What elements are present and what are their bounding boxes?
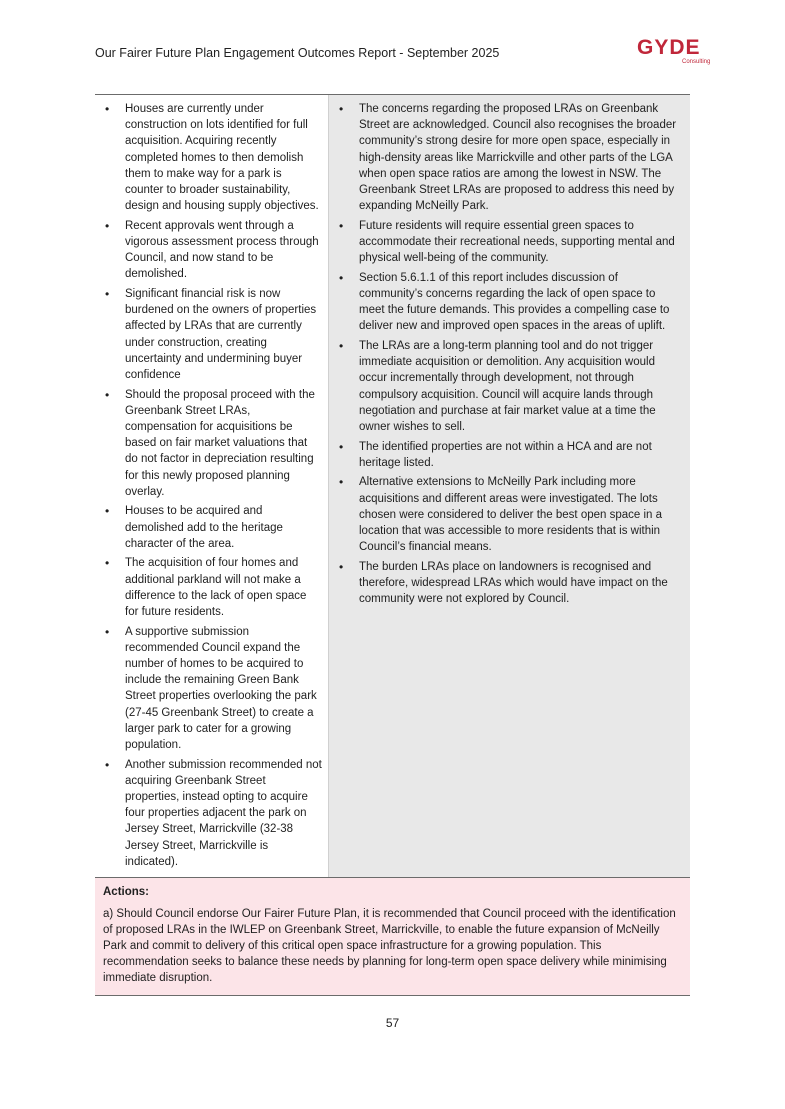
response-list <box>335 101 684 607</box>
list-item: • Houses are currently under construction on lots identified for full acquisition. Acquiring recently completed homes to then demolish them to make way for a park is counter to broader sustainability, design and housing supply objectives. <box>101 101 322 214</box>
list-item: • Houses to be acquired and demolished add to the heritage character of the area. <box>101 503 322 552</box>
page-number: 57 <box>385 1016 400 1030</box>
gyde-logo <box>637 36 727 65</box>
list-item: • The identified properties are not within a HCA and are not heritage listed. <box>335 439 684 471</box>
list-item: • Future residents will require essential green spaces to accommodate their recreational needs, supporting mental and physical well-being of the community. <box>335 218 684 267</box>
logo-subtitle: Consulting <box>682 59 711 65</box>
actions-heading: Actions: <box>103 886 149 899</box>
actions-box <box>95 877 690 995</box>
page-header-title: Our Fairer Future Plan Engagement Outcomes Report - September 2025 <box>95 46 500 60</box>
table-row <box>95 95 690 877</box>
council-response-column <box>328 95 690 877</box>
list-item: • Another submission recommended not acquiring Greenbank Street properties, instead opting to acquire four properties adjacent the park on Jersey Street, Marrickville (32-38 Jersey Street, Marrickville is indicated). <box>101 757 322 870</box>
list-item: • Should the proposal proceed with the Greenbank Street LRAs, compensation for acquisitions be based on fair market valuations that do not factor in depreciation resulting for this newly proposed planning overlay. <box>101 387 322 500</box>
logo-wordmark: GYDE <box>637 36 701 59</box>
actions-text: a) Should Council endorse Our Fairer Future Plan, it is recommended that Council proceed with the identification of proposed LRAs in the IWLEP on Greenbank Street, Marrickville, to enable the future expansion of McNeilly Park and commit to delivery of this critical open space infrastructure for a growing population. This recommendation seeks to balance these needs by planning for long-term open space delivery while minimising immediate disruption. <box>103 907 676 985</box>
list-item: • A supportive submission recommended Council expand the number of homes to be acquired to include the remaining Green Bank Street properties overlooking the park (27-45 Greenbank Street) to create a larger park to cater for a growing population. <box>101 624 322 754</box>
list-item: • Alternative extensions to McNeilly Park including more acquisitions and different areas were investigated. The lots chosen were considered to deliver the best open space in a location that was accessible to more residents that is within Council’s financial means. <box>335 474 684 555</box>
list-item: • The acquisition of four homes and additional parkland will not make a difference to the lack of open space for future residents. <box>101 555 322 620</box>
list-item: • The concerns regarding the proposed LRAs on Greenbank Street are acknowledged. Council also recognises the broader community’s strong desire for more open space, especially in high-density areas like Marrickville and other parts of the LGA when open space ratios are among the lowest in NSW. The Greenbank Street LRAs are proposed to address this need by expanding McNeilly Park. <box>335 101 684 214</box>
list-item: • The burden LRAs place on landowners is recognised and therefore, widespread LRAs which would have impact on the community were not explored by Council. <box>335 559 684 608</box>
list-item: • Recent approvals went through a vigorous assessment process through Council, and now stand to be demolished. <box>101 218 322 283</box>
list-item: • Significant financial risk is now burdened on the owners of properties affected by LRAs that are currently under construction, creating uncertainty and undermining buyer confidence <box>101 286 322 383</box>
submission-feedback-column <box>95 95 328 877</box>
list-item: • The LRAs are a long-term planning tool and do not trigger immediate acquisition or demolition. Any acquisition would occur incrementally through development, not through compulsory acquisition. Council will acquire lands through negotiation and purchase at fair market value at a time the owner wishes to sell. <box>335 338 684 435</box>
list-item: • Section 5.6.1.1 of this report includes discussion of community’s concerns regarding the lack of open space to meet the future demands. This provides a compelling case to deliver new and improved open spaces in the areas of uplift. <box>335 270 684 335</box>
feedback-list <box>101 101 322 870</box>
content-table <box>95 94 690 996</box>
